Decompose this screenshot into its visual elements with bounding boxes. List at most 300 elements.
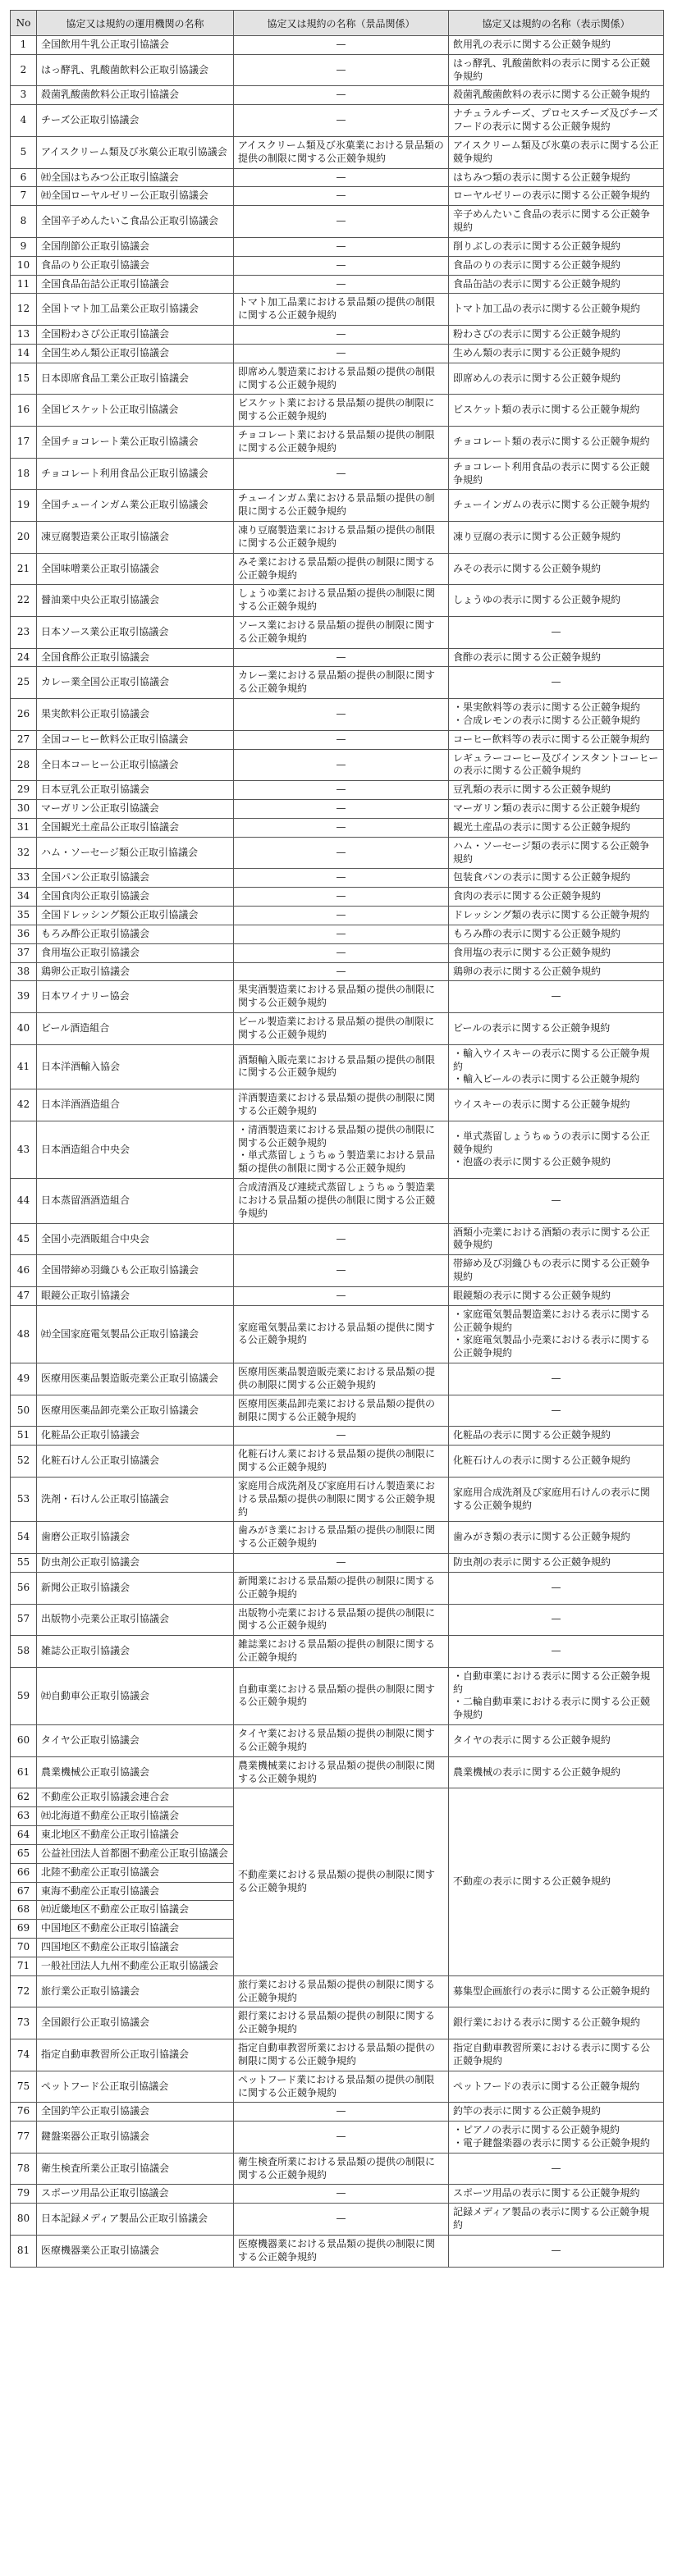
labeling-rule: 観光土産品の表示に関する公正競争規約 <box>449 818 664 837</box>
premium-rule: — <box>234 869 449 888</box>
row-number: 40 <box>11 1013 37 1045</box>
row-number: 55 <box>11 1554 37 1573</box>
organization-name: 日本記録メディア製品公正取引協議会 <box>37 2204 234 2236</box>
organization-name: 化粧品公正取引協議会 <box>37 1427 234 1446</box>
labeling-rule: 凍り豆腐の表示に関する公正競争規約 <box>449 522 664 554</box>
premium-rule: 銀行業における景品類の提供の制限に関する公正競争規約 <box>234 2007 449 2039</box>
table-row <box>11 522 664 554</box>
labeling-rule: 豆乳類の表示に関する公正競争規約 <box>449 781 664 800</box>
organization-name: タイヤ公正取引協議会 <box>37 1725 234 1757</box>
row-number: 42 <box>11 1089 37 1121</box>
labeling-rule: ウイスキーの表示に関する公正競争規約 <box>449 1089 664 1121</box>
premium-rule: 医療機器業における景品類の提供の制限に関する公正競争規約 <box>234 2235 449 2267</box>
row-number: 36 <box>11 925 37 943</box>
labeling-rule: チョコレート利用食品の表示に関する公正競争規約 <box>449 458 664 490</box>
organization-name: 衛生検査所業公正取引協議会 <box>37 2153 234 2185</box>
row-number: 34 <box>11 888 37 907</box>
labeling-rule <box>449 1305 664 1363</box>
table-row <box>11 1427 664 1446</box>
organization-name: はっ酵乳、乳酸菌飲料公正取引協議会 <box>37 54 234 86</box>
row-number: 56 <box>11 1572 37 1604</box>
table-row <box>11 1788 664 1807</box>
table-row <box>11 2007 664 2039</box>
table-row <box>11 1572 664 1604</box>
premium-rule: — <box>234 1255 449 1287</box>
premium-rule: 指定自動車教習所業における景品類の提供の制限に関する公正競争規約 <box>234 2039 449 2071</box>
organization-name: 鶏卵公正取引協議会 <box>37 962 234 981</box>
row-number: 79 <box>11 2185 37 2204</box>
row-number: 58 <box>11 1636 37 1668</box>
row-number: 53 <box>11 1477 37 1521</box>
row-number: 13 <box>11 326 37 345</box>
row-number: 23 <box>11 616 37 648</box>
list-item: ・果実飲料等の表示に関する公正競争規約 <box>453 701 641 714</box>
table-row <box>11 869 664 888</box>
table-row <box>11 54 664 86</box>
premium-rule: チョコレート業における景品類の提供の制限に関する公正競争規約 <box>234 427 449 459</box>
organization-name: 全国味噌業公正取引協議会 <box>37 553 234 585</box>
row-number: 22 <box>11 585 37 617</box>
row-number: 78 <box>11 2153 37 2185</box>
table-row <box>11 888 664 907</box>
premium-rule: 旅行業における景品類の提供の制限に関する公正競争規約 <box>234 1975 449 2007</box>
labeling-rule: みその表示に関する公正競争規約 <box>449 553 664 585</box>
labeling-rule: ペットフードの表示に関する公正競争規約 <box>449 2071 664 2103</box>
organization-name: 歯磨公正取引協議会 <box>37 1522 234 1554</box>
premium-rule: — <box>234 1554 449 1573</box>
premium-rule: — <box>234 925 449 943</box>
table-row <box>11 699 664 731</box>
labeling-rule: 食肉の表示に関する公正競争規約 <box>449 888 664 907</box>
labeling-rule: 食用塩の表示に関する公正競争規約 <box>449 943 664 962</box>
premium-rule: トマト加工品業における景品類の提供の制限に関する公正競争規約 <box>234 294 449 326</box>
premium-rule: 医療用医薬品製造販売業における景品類の提供の制限に関する公正競争規約 <box>234 1363 449 1395</box>
row-number: 70 <box>11 1939 37 1957</box>
table-row <box>11 1255 664 1287</box>
table-row <box>11 1089 664 1121</box>
row-number: 62 <box>11 1788 37 1807</box>
agreements-table <box>10 10 664 2268</box>
organization-name: 全国銀行公正取引協議会 <box>37 2007 234 2039</box>
table-row <box>11 1286 664 1305</box>
organization-name: 全国辛子めんたいこ食品公正取引協議会 <box>37 206 234 238</box>
table-row <box>11 105 664 137</box>
organization-name: 眼鏡公正取引協議会 <box>37 1286 234 1305</box>
organization-name: 日本即席食品工業公正取引協議会 <box>37 363 234 395</box>
row-number: 74 <box>11 2039 37 2071</box>
table-row <box>11 962 664 981</box>
labeling-rule: 包装食パンの表示に関する公正競争規約 <box>449 869 664 888</box>
table-row <box>11 206 664 238</box>
labeling-rule: はっ酵乳、乳酸菌飲料の表示に関する公正競争規約 <box>449 54 664 86</box>
row-number: 2 <box>11 54 37 86</box>
table-row <box>11 2071 664 2103</box>
table-row <box>11 648 664 667</box>
labeling-rule <box>449 1121 664 1178</box>
table-row <box>11 363 664 395</box>
labeling-rule: トマト加工品の表示に関する公正競争規約 <box>449 294 664 326</box>
labeling-rule: — <box>449 981 664 1013</box>
organization-name: ㈳自動車公正取引協議会 <box>37 1667 234 1724</box>
labeling-rule: — <box>449 2153 664 2185</box>
organization-name: 全国生めん類公正取引協議会 <box>37 344 234 363</box>
premium-rule: — <box>234 749 449 781</box>
labeling-rule: 釣竿の表示に関する公正競争規約 <box>449 2103 664 2122</box>
labeling-rule-list <box>453 701 659 728</box>
organization-name: 日本洋酒輸入協会 <box>37 1044 234 1089</box>
list-item: ・ピアノの表示に関する公正競争規約 <box>453 2124 620 2136</box>
row-number: 38 <box>11 962 37 981</box>
premium-rule: — <box>234 1223 449 1255</box>
labeling-rule: 辛子めんたいこ食品の表示に関する公正競争規約 <box>449 206 664 238</box>
labeling-rule: 指定自動車教習所業における表示に関する公正競争規約 <box>449 2039 664 2071</box>
premium-rule: 酒類輸入販売業における景品類の提供の制限に関する公正競争規約 <box>234 1044 449 1089</box>
organization-name: 全国トマト加工品業公正取引協議会 <box>37 294 234 326</box>
organization-name: 全国チューインガム業公正取引協議会 <box>37 490 234 522</box>
premium-rule-merged: 不動産業における景品類の提供の制限に関する公正競争規約 <box>234 1788 449 1975</box>
labeling-rule: 記録メディア製品の表示に関する公正競争規約 <box>449 2204 664 2236</box>
labeling-rule: — <box>449 616 664 648</box>
premium-rule: — <box>234 168 449 187</box>
premium-rule: — <box>234 105 449 137</box>
row-number: 15 <box>11 363 37 395</box>
row-number: 77 <box>11 2122 37 2154</box>
table-row <box>11 1044 664 1089</box>
list-item: ・家庭電気製品製造業における表示に関する公正競争規約 <box>453 1308 651 1333</box>
table-row <box>11 187 664 206</box>
labeling-rule <box>449 1667 664 1724</box>
labeling-rule: レギュラーコーヒー及びインスタントコーヒーの表示に関する公正競争規約 <box>449 749 664 781</box>
premium-rule: ペットフード業における景品類の提供の制限に関する公正競争規約 <box>234 2071 449 2103</box>
table-row <box>11 294 664 326</box>
labeling-rule: — <box>449 1363 664 1395</box>
table-row <box>11 907 664 925</box>
table-row <box>11 730 664 749</box>
labeling-rule: 酒類小売業における酒類の表示に関する公正競争規約 <box>449 1223 664 1255</box>
premium-rule <box>234 1121 449 1178</box>
labeling-rule: もろみ酢の表示に関する公正競争規約 <box>449 925 664 943</box>
organization-name: 全国削節公正取引協議会 <box>37 237 234 256</box>
row-number: 5 <box>11 136 37 168</box>
organization-name: 全国パン公正取引協議会 <box>37 869 234 888</box>
table-row <box>11 1395 664 1427</box>
table-row <box>11 2235 664 2267</box>
row-number: 35 <box>11 907 37 925</box>
labeling-rule: ドレッシング類の表示に関する公正競争規約 <box>449 907 664 925</box>
organization-name: 東海不動産公正取引協議会 <box>37 1882 234 1901</box>
labeling-rule: — <box>449 1179 664 1223</box>
row-number: 72 <box>11 1975 37 2007</box>
table-body <box>11 36 664 2268</box>
table-row <box>11 1013 664 1045</box>
row-number: 51 <box>11 1427 37 1446</box>
table-row <box>11 1725 664 1757</box>
premium-rule: — <box>234 2122 449 2154</box>
table-row <box>11 1522 664 1554</box>
row-number: 60 <box>11 1725 37 1757</box>
row-number: 45 <box>11 1223 37 1255</box>
row-number: 1 <box>11 36 37 55</box>
row-number: 3 <box>11 86 37 105</box>
row-number: 21 <box>11 553 37 585</box>
table-row <box>11 458 664 490</box>
organization-name: ペットフード公正取引協議会 <box>37 2071 234 2103</box>
labeling-rule: — <box>449 1395 664 1427</box>
table-row <box>11 2103 664 2122</box>
organization-name: ㈳近畿地区不動産公正取引協議会 <box>37 1901 234 1920</box>
organization-name: アイスクリーム類及び氷菓公正取引協議会 <box>37 136 234 168</box>
header-row <box>11 11 664 36</box>
row-number: 25 <box>11 667 37 699</box>
premium-rule: 医療用医薬品卸売業における景品類の提供の制限に関する公正競争規約 <box>234 1395 449 1427</box>
labeling-rule: マーガリン類の表示に関する公正競争規約 <box>449 800 664 819</box>
labeling-rule: はちみつ類の表示に関する公正競争規約 <box>449 168 664 187</box>
organization-name: 新聞公正取引協議会 <box>37 1572 234 1604</box>
organization-name: 食用塩公正取引協議会 <box>37 943 234 962</box>
table-row <box>11 553 664 585</box>
row-number: 29 <box>11 781 37 800</box>
organization-name: 医療用医薬品卸売業公正取引協議会 <box>37 1395 234 1427</box>
row-number: 63 <box>11 1807 37 1826</box>
row-number: 24 <box>11 648 37 667</box>
table-row <box>11 925 664 943</box>
table-row <box>11 2122 664 2154</box>
labeling-rule: 即席めんの表示に関する公正競争規約 <box>449 363 664 395</box>
premium-rule: — <box>234 2103 449 2122</box>
list-item: ・単式蒸留しょうちゅう製造業における景品類の提供の制限に関する公正競争規約 <box>238 1149 436 1175</box>
table-row <box>11 1756 664 1788</box>
premium-rule: 新聞業における景品類の提供の制限に関する公正競争規約 <box>234 1572 449 1604</box>
header-premium-rules: 協定又は規約の名称（景品関係） <box>234 11 449 36</box>
premium-rule: 化粧石けん業における景品類の提供の制限に関する公正競争規約 <box>234 1446 449 1478</box>
row-number: 33 <box>11 869 37 888</box>
premium-rule: — <box>234 648 449 667</box>
premium-rule: — <box>234 2185 449 2204</box>
premium-rule: — <box>234 699 449 731</box>
organization-name: 日本蒸留酒酒造組合 <box>37 1179 234 1223</box>
organization-name: 日本豆乳公正取引協議会 <box>37 781 234 800</box>
row-number: 64 <box>11 1826 37 1845</box>
premium-rule: 衛生検査所業における景品類の提供の制限に関する公正競争規約 <box>234 2153 449 2185</box>
premium-rule: — <box>234 888 449 907</box>
organization-name: 旅行業公正取引協議会 <box>37 1975 234 2007</box>
organization-name: 農業機械公正取引協議会 <box>37 1756 234 1788</box>
header-no: No <box>11 11 37 36</box>
premium-rule: 雑誌業における景品類の提供の制限に関する公正競争規約 <box>234 1636 449 1668</box>
labeling-rule: ナチュラルチーズ、プロセスチーズ及びチーズフードの表示に関する公正競争規約 <box>449 105 664 137</box>
labeling-rule: — <box>449 1572 664 1604</box>
organization-name: 洗剤・石けん公正取引協議会 <box>37 1477 234 1521</box>
row-number: 71 <box>11 1957 37 1975</box>
organization-name: 全国食品缶詰公正取引協議会 <box>37 275 234 294</box>
row-number: 16 <box>11 395 37 427</box>
premium-rule: しょうゆ業における景品類の提供の制限に関する公正競争規約 <box>234 585 449 617</box>
organization-name: マーガリン公正取引協議会 <box>37 800 234 819</box>
premium-rule: — <box>234 275 449 294</box>
row-number: 28 <box>11 749 37 781</box>
premium-rule: 家庭用合成洗剤及び家庭用石けん製造業における景品類の提供の制限に関する公正競争規約 <box>234 1477 449 1521</box>
organization-name: もろみ酢公正取引協議会 <box>37 925 234 943</box>
row-number: 67 <box>11 1882 37 1901</box>
row-number: 27 <box>11 730 37 749</box>
labeling-rule: 募集型企画旅行の表示に関する公正競争規約 <box>449 1975 664 2007</box>
row-number: 59 <box>11 1667 37 1724</box>
table-row <box>11 36 664 55</box>
row-number: 11 <box>11 275 37 294</box>
table-row <box>11 1477 664 1521</box>
row-number: 39 <box>11 981 37 1013</box>
organization-name: 全国粉わさび公正取引協議会 <box>37 326 234 345</box>
premium-rule: タイヤ業における景品類の提供の制限に関する公正競争規約 <box>234 1725 449 1757</box>
row-number: 43 <box>11 1121 37 1178</box>
organization-name: 日本ワイナリー協会 <box>37 981 234 1013</box>
labeling-rule: 帯締め及び羽織ひもの表示に関する公正競争規約 <box>449 1255 664 1287</box>
organization-name: 凍豆腐製造業公正取引協議会 <box>37 522 234 554</box>
labeling-rule: — <box>449 2235 664 2267</box>
organization-name: 全国釣竿公正取引協議会 <box>37 2103 234 2122</box>
table-row <box>11 749 664 781</box>
organization-name: ㈳全国家庭電気製品公正取引協議会 <box>37 1305 234 1363</box>
organization-name: 不動産公正取引協議会連合会 <box>37 1788 234 1807</box>
organization-name: ㈳全国ローヤルゼリー公正取引協議会 <box>37 187 234 206</box>
table-row <box>11 1363 664 1395</box>
organization-name: 食品のり公正取引協議会 <box>37 256 234 275</box>
row-number: 8 <box>11 206 37 238</box>
organization-name: チーズ公正取引協議会 <box>37 105 234 137</box>
organization-name: 全国飲用牛乳公正取引協議会 <box>37 36 234 55</box>
header-labeling-rules: 協定又は規約の名称（表示関係） <box>449 11 664 36</box>
premium-rule: — <box>234 781 449 800</box>
premium-rule: — <box>234 86 449 105</box>
table-row <box>11 585 664 617</box>
labeling-rule: チューインガムの表示に関する公正競争規約 <box>449 490 664 522</box>
labeling-rule: ローヤルゼリーの表示に関する公正競争規約 <box>449 187 664 206</box>
labeling-rule: 農業機械の表示に関する公正競争規約 <box>449 1756 664 1788</box>
table-row <box>11 981 664 1013</box>
organization-name: 殺菌乳酸菌飲料公正取引協議会 <box>37 86 234 105</box>
organization-name: 全国小売酒販組合中央会 <box>37 1223 234 1255</box>
table-row <box>11 344 664 363</box>
table-row <box>11 237 664 256</box>
premium-rule: — <box>234 837 449 869</box>
row-number: 30 <box>11 800 37 819</box>
premium-rule: — <box>234 800 449 819</box>
table-row <box>11 168 664 187</box>
organization-name: 全国チョコレート業公正取引協議会 <box>37 427 234 459</box>
labeling-rule: しょうゆの表示に関する公正競争規約 <box>449 585 664 617</box>
table-row <box>11 136 664 168</box>
premium-rule: 農業機械業における景品類の提供の制限に関する公正競争規約 <box>234 1756 449 1788</box>
list-item: ・輸入ウイスキーの表示に関する公正競争規約 <box>453 1047 650 1072</box>
table-row <box>11 1121 664 1178</box>
organization-name: ㈳全国はちみつ公正取引協議会 <box>37 168 234 187</box>
organization-name: 全国観光土産品公正取引協議会 <box>37 818 234 837</box>
premium-rule: みそ業における景品類の提供の制限に関する公正競争規約 <box>234 553 449 585</box>
row-number: 7 <box>11 187 37 206</box>
table-row <box>11 1223 664 1255</box>
organization-name: 公益社団法人首都圏不動産公正取引協議会 <box>37 1844 234 1863</box>
row-number: 9 <box>11 237 37 256</box>
organization-name: 全国食肉公正取引協議会 <box>37 888 234 907</box>
row-number: 17 <box>11 427 37 459</box>
premium-rule: — <box>234 1427 449 1446</box>
row-number: 80 <box>11 2204 37 2236</box>
premium-rule: ソース業における景品類の提供の制限に関する公正競争規約 <box>234 616 449 648</box>
row-number: 44 <box>11 1179 37 1223</box>
labeling-rule: 歯みがき類の表示に関する公正競争規約 <box>449 1522 664 1554</box>
premium-rule: 合成清酒及び連続式蒸留しょうちゅう製造業における景品類の提供の制限に関する公正競争規約 <box>234 1179 449 1223</box>
labeling-rule-list <box>453 1670 659 1722</box>
list-item: ・泡盛の表示に関する公正競争規約 <box>453 1156 611 1168</box>
organization-name: チョコレート利用食品公正取引協議会 <box>37 458 234 490</box>
organization-name: 出版物小売業公正取引協議会 <box>37 1604 234 1636</box>
premium-rule: カレー業における景品類の提供の制限に関する公正競争規約 <box>234 667 449 699</box>
row-number: 32 <box>11 837 37 869</box>
table-row <box>11 2039 664 2071</box>
table-row <box>11 86 664 105</box>
labeling-rule: 食品缶詰の表示に関する公正競争規約 <box>449 275 664 294</box>
labeling-rule: 家庭用合成洗剤及び家庭用石けんの表示に関する公正競争規約 <box>449 1477 664 1521</box>
premium-rule: 歯みがき業における景品類の提供の制限に関する公正競争規約 <box>234 1522 449 1554</box>
premium-rule: 洋酒製造業における景品類の提供の制限に関する公正競争規約 <box>234 1089 449 1121</box>
organization-name: 北陸不動産公正取引協議会 <box>37 1863 234 1882</box>
table-row <box>11 667 664 699</box>
premium-rule: ビスケット業における景品類の提供の制限に関する公正競争規約 <box>234 395 449 427</box>
organization-name: 日本酒造組合中央会 <box>37 1121 234 1178</box>
labeling-rule: 生めん類の表示に関する公正競争規約 <box>449 344 664 363</box>
row-number: 49 <box>11 1363 37 1395</box>
premium-rule: — <box>234 907 449 925</box>
row-number: 12 <box>11 294 37 326</box>
labeling-rule: — <box>449 1604 664 1636</box>
organization-name: ハム・ソーセージ類公正取引協議会 <box>37 837 234 869</box>
labeling-rule: 粉わさびの表示に関する公正競争規約 <box>449 326 664 345</box>
row-number: 76 <box>11 2103 37 2122</box>
labeling-rule: 食品のりの表示に関する公正競争規約 <box>449 256 664 275</box>
list-item: ・単式蒸留しょうちゅうの表示に関する公正競争規約 <box>453 1130 651 1155</box>
premium-rule: — <box>234 206 449 238</box>
premium-rule: — <box>234 1286 449 1305</box>
table-row <box>11 256 664 275</box>
row-number: 20 <box>11 522 37 554</box>
premium-rule: — <box>234 458 449 490</box>
table-row <box>11 490 664 522</box>
row-number: 52 <box>11 1446 37 1478</box>
row-number: 31 <box>11 818 37 837</box>
row-number: 50 <box>11 1395 37 1427</box>
table-row <box>11 818 664 837</box>
premium-rule: 果実酒製造業における景品類の提供の制限に関する公正競争規約 <box>234 981 449 1013</box>
labeling-rule <box>449 699 664 731</box>
row-number: 66 <box>11 1863 37 1882</box>
organization-name: 全国食酢公正取引協議会 <box>37 648 234 667</box>
row-number: 41 <box>11 1044 37 1089</box>
organization-name: 防虫剤公正取引協議会 <box>37 1554 234 1573</box>
organization-name: スポーツ用品公正取引協議会 <box>37 2185 234 2204</box>
premium-rule: アイスクリーム類及び氷菓業における景品類の提供の制限に関する公正競争規約 <box>234 136 449 168</box>
list-item: ・輸入ビールの表示に関する公正競争規約 <box>453 1073 640 1085</box>
row-number: 46 <box>11 1255 37 1287</box>
organization-name: 醤油業中央公正取引協議会 <box>37 585 234 617</box>
labeling-rule: ビールの表示に関する公正競争規約 <box>449 1013 664 1045</box>
table-row <box>11 395 664 427</box>
list-item: ・電子鍵盤楽器の表示に関する公正競争規約 <box>453 2137 651 2149</box>
table-row <box>11 1446 664 1478</box>
premium-rule: — <box>234 344 449 363</box>
labeling-rule: 飲用乳の表示に関する公正競争規約 <box>449 36 664 55</box>
table-row <box>11 781 664 800</box>
labeling-rule: ビスケット類の表示に関する公正競争規約 <box>449 395 664 427</box>
